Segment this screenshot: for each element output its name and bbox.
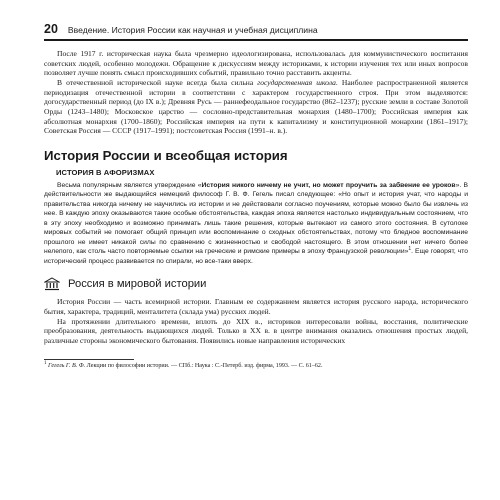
section-title: Россия в мировой истории [68,278,207,291]
emphasis-state-school: государственная школа [257,77,336,87]
running-title: Введение. История России как научная и учебная дисциплина [67,25,318,35]
aphorism-paragraph [44,181,468,267]
intro-paragraph-1: После 1917 г. историческая наука была чрезмерно идеологизирована, использовалась для коммунистического воспитания советских людей, особенно молодежи. Обращение к дискуссиям между историками, к истории изучения тех или иных вопросов позволяет лучше понять смысл происходивших событий, правильно точно расставить акценты. [44,49,468,78]
text-run: Весьма популярным является утверждение « [57,181,202,189]
institution-building-icon [44,277,60,291]
page-number: 20 [44,22,58,36]
text-run: . Наиболее распространенной является периодизация отечественной истории в соответствии с характером государственного строя. При этом выделяются: догосударственный период (до IX в.); Древняя Русь — раннефеодальное государство (862–1237); русские земли в составе Золотой Орды (1243–1480); Московское царство — сословно-представительная монархия (1480–1700); Российская империя как абсолютная монархия (1700–1860); Российская империя на пути к капитализму и конституционной монархии (1861–1917); Советская Россия — СССР (1917–1991); постсоветская Россия (1991–н. в.). [44,77,468,136]
text-run: . Еще говорят, что исторический процесс развивается по спирали, но все-таки вверх. [44,248,469,265]
section-paragraph-1: История России — часть всемирной истории. Главным ее содержанием является история русского народа, исторического бытия, характера, традиций, менталитета (склада ума) русских людей. [44,297,468,317]
running-header [44,22,468,41]
text-run: ». В действительности же выдающийся немецкий философ Г. В. Ф. Гегель писал следующее: «Но опыт и история учат, что народы и правительства никогда ничему не научились из истории и не действовали согласно поучениям, которые можно было бы извлечь из нее. В каждую эпоху оказываются такие особые обстоятельства, каждая эпоха является настолько индивидуальным состоянием, что в эту эпоху необходимо и возможно принимать лишь такие решения, которые вытекают из самого этого состояния. В сутолоке мировых событий не помогает общий принцип или воспоминание о сходных обстоятельствах, потому что бледное воспоминание прошлого не имеет никакой силы по сравнению с жизненностью и свободой настоящего. В этом отношении нет ничего более нелепого, как столь часто повторяемые ссылки на греческие и римские примеры в эпоху Французской революции» [44,181,468,256]
footnote [44,360,468,371]
footnote-divider [44,359,134,360]
intro-paragraph-2 [44,78,468,136]
footnote-ref[interactable]: 1 [408,246,412,253]
section-paragraph-2: На протяжении длительного времени, вплоть до XIX в., историков интересовали войны, восстания, политические преобразования, деятельность выдающихся людей. Только в XX в. в центре внимания оказались отношения простых людей, различные стороны экономического бытования. Появились новые направления исторических [44,316,468,346]
chapter-heading: История России и всеобщая история [44,147,288,163]
bold-aphorism: История никого ничему не учит, но может проучить за забвение ее уроков [201,181,456,189]
text-run: В отечественной исторической науке всегда была сильна [57,77,258,87]
footnote-marker: 1 [44,360,47,366]
footnote-author: Гегель Г. В. Ф. [48,362,86,369]
subheading-aphorisms: ИСТОРИЯ В АФОРИЗМАХ [56,167,155,177]
footnote-text: Лекции по философии истории. — СПб.: Наука : С.-Петерб. изд. фирма, 1993. — С. 61–62. [85,362,323,369]
section-heading [44,277,468,291]
